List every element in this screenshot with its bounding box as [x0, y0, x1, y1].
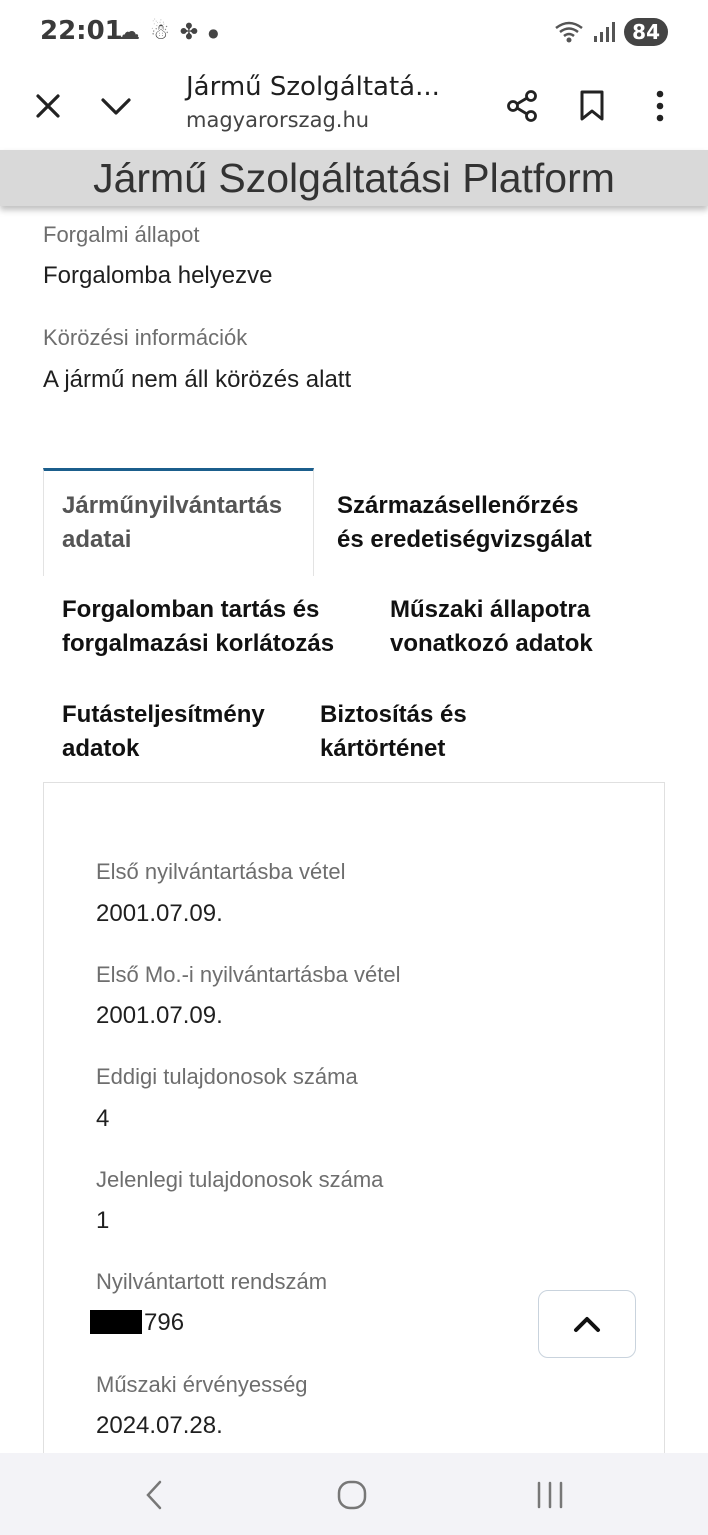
close-icon[interactable]	[22, 80, 74, 132]
site-header	[0, 150, 708, 206]
tab-label-line2: és eredetiségvizsgálat	[337, 526, 592, 553]
tab-label-line2: adatai	[62, 526, 132, 553]
wifi-icon	[554, 20, 584, 44]
cloud-icon: ☁	[118, 20, 140, 45]
inspection-validity-label: Műszaki érvényesség	[96, 1372, 308, 1397]
tab-label-line1: Járműnyilvántartás	[62, 492, 283, 519]
tab-technical-condition[interactable]	[390, 593, 593, 661]
previous-owners-label: Eddigi tulajdonosok száma	[96, 1064, 358, 1089]
status-right	[554, 18, 668, 46]
notification-icons	[118, 18, 219, 48]
snowman-icon: ☃	[150, 20, 170, 45]
site-title: Jármű Szolgáltatási Platform	[93, 155, 615, 201]
first-registration-label: Első nyilvántartásba vétel	[96, 859, 346, 884]
traffic-status-value: Forgalomba helyezve	[43, 262, 273, 289]
recents-icon[interactable]	[520, 1475, 580, 1515]
current-owners-value: 1	[96, 1207, 110, 1234]
bookmark-icon[interactable]	[566, 80, 618, 132]
scroll-to-top-button[interactable]	[538, 1290, 636, 1358]
system-nav-bar	[0, 1453, 708, 1535]
tab-label-line1: Futásteljesítmény	[62, 701, 265, 728]
tab-label-line2: kártörténet	[320, 735, 446, 762]
previous-owners-value: 4	[96, 1105, 110, 1132]
browser-url[interactable]: magyarorszag.hu	[186, 108, 370, 132]
tab-label-line2: vonatkozó adatok	[390, 630, 593, 657]
wanted-info-label: Körözési információk	[43, 325, 248, 350]
plate-number-text: 796	[144, 1309, 185, 1336]
first-registration-value: 2001.07.09.	[96, 900, 223, 927]
tab-mileage[interactable]	[62, 698, 265, 766]
tab-registry-data[interactable]	[62, 489, 282, 557]
tab-label-line1: Forgalomban tartás és	[62, 596, 320, 623]
tab-insurance[interactable]	[320, 698, 467, 766]
tab-label-line1: Műszaki állapotra	[390, 596, 591, 623]
chevron-up-icon	[572, 1314, 602, 1334]
battery-indicator: 84	[624, 18, 668, 46]
redaction-bar	[90, 1310, 142, 1334]
tab-label-line1: Biztosítás és	[320, 701, 467, 728]
chevron-down-icon[interactable]	[90, 80, 142, 132]
back-icon[interactable]	[124, 1475, 184, 1515]
dot-icon: ●	[208, 26, 219, 40]
browser-toolbar	[0, 66, 708, 150]
tab-traffic-restrictions[interactable]	[62, 593, 334, 661]
share-icon[interactable]	[496, 80, 548, 132]
first-hu-registration-label: Első Mo.-i nyilvántartásba vétel	[96, 962, 401, 987]
first-hu-registration-value: 2001.07.09.	[96, 1002, 223, 1029]
tab-label-line2: adatok	[62, 735, 140, 762]
home-icon[interactable]	[322, 1475, 382, 1515]
status-time: 22:01	[40, 16, 123, 46]
tab-origin-check[interactable]	[337, 489, 592, 557]
pinwheel-icon: ✤	[179, 20, 199, 45]
tab-label-line2: forgalmazási korlátozás	[62, 630, 335, 657]
plate-number-label: Nyilvántartott rendszám	[96, 1269, 328, 1294]
browser-page-title[interactable]: Jármű Szolgáltatá...	[186, 72, 440, 102]
tab-label-line1: Származásellenőrzés	[337, 492, 579, 519]
wanted-info-value: A jármű nem áll körözés alatt	[43, 366, 352, 393]
plate-number-value	[90, 1309, 184, 1337]
more-vert-icon[interactable]	[634, 80, 686, 132]
current-owners-label: Jelenlegi tulajdonosok száma	[96, 1167, 384, 1192]
traffic-status-label: Forgalmi állapot	[43, 222, 200, 247]
inspection-validity-value: 2024.07.28.	[96, 1412, 223, 1439]
signal-icon	[592, 20, 616, 44]
status-bar	[0, 0, 708, 66]
